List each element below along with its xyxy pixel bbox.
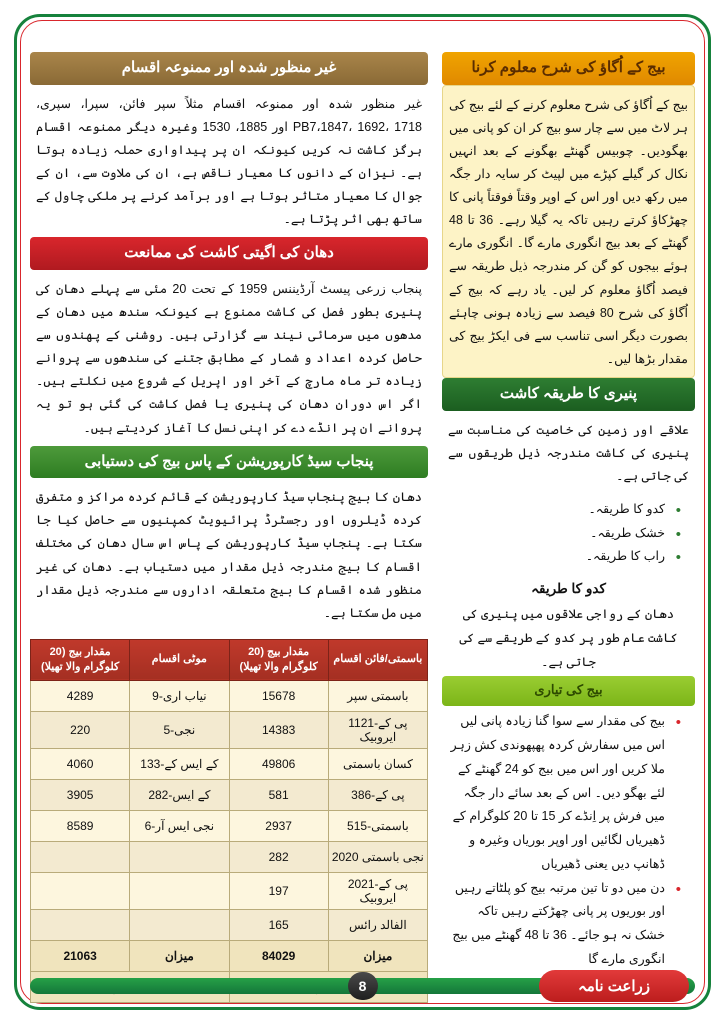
cell-fine-qty: 84029 [229,940,328,971]
col-header-fine-varieties: باسمتی/فائن اقسام [328,639,427,680]
cell-fine-variety: باسمتی سپر [328,680,427,711]
cell-coarse-qty: 8589 [31,810,130,841]
cell-fine-qty: 197 [229,872,328,909]
table-row [31,810,428,841]
cell-coarse-qty: 4289 [31,680,130,711]
cell-fine-qty: 581 [229,779,328,810]
cell-coarse-variety: میزان [130,940,229,971]
cell-coarse-variety: نجی ایس آر-6 [130,810,229,841]
cell-fine-qty: 15678 [229,680,328,711]
list-item: • دن میں دو تا تین مرتبہ بیج کو پلٹاتے رہیں اور بوریوں پر پانی چھڑکتے رہیں تاکہ خشک نہ ہو جائے۔ 36 تا 48 گھنٹے میں بیج انگوری مارے گا [446,877,681,972]
cell-coarse-qty: 3905 [31,779,130,810]
cell-coarse-qty [31,909,130,940]
cell-fine-variety: نجی باسمتی 2020 [328,841,427,872]
cell-fine-variety: پی کے-1121 ایروبیک [328,711,427,748]
cell-coarse-qty [31,872,130,909]
cell-coarse-qty: 4060 [31,748,130,779]
page-number: 8 [348,972,378,1000]
cell-fine-variety: باسمتی-515 [328,810,427,841]
heading-seed-availability: پنجاب سیڈ کارپوریشن کے پاس بیج کی دستیابی [30,446,428,479]
heading-prohibited-varieties: غیر منظور شدہ اور ممنوعہ اقسام [30,52,428,85]
cell-coarse-qty: 21063 [31,940,130,971]
table-row [31,909,428,940]
table-header-row [31,639,428,680]
cell-coarse-variety: کے ایس کے-133 [130,748,229,779]
list-item: • راب کا طریقہ۔ [446,545,681,569]
cell-fine-qty: 165 [229,909,328,940]
seed-preparation-list [446,710,681,971]
cell-fine-qty: 14383 [229,711,328,748]
cell-fine-qty: 2937 [229,810,328,841]
table-row [31,711,428,748]
heading-germination-rate: بیج کے اُگاؤ کی شرح معلوم کرنا [442,52,695,85]
text-prohibited-varieties: غیر منظور شدہ اور ممنوعہ اقسام مثلاً سپر فائن، سپرا، سپری، PB7،1847، 1692، 1718 اور 1885، 1530 وغیرہ دیگر ممنوعہ اقسام ہرگز کاشت نہ کریں کیونکہ ان پر پیداواری حملہ زیادہ ہوتا ہے۔ نیزان کے دانوں کا معیار ناقص ہے، ان کی ملاوت سے، ان کے جوال کا معیار متاثر ہوتا ہے اور برآمد کرنے پر ملکی چاول کے ساتھ بھی اثر پڑتا ہے۔ [36,96,422,227]
cell-coarse-variety [130,872,229,909]
text-germination-rate: بیج کے اُگاؤ کی شرح معلوم کرنے کے لئے بیج کی ہر لاٹ میں سے چار سو بیج کر ان کو پانی میں بھگودیں۔ چوبیس گھنٹے بھگونے کے بعد انہیں نکال کر گیلے کپڑے میں لپیٹ کر سایہ دار جگہ میں رکھ دیں اور اس کے اوپر وقتاً فوقتاً پانی کا چھڑکاؤ کرتے رہیں تاکہ یہ گیلا رہے۔ 36 تا 48 گھنٹے کے بعد بیج انگوری مارے گا۔ انگوری مارے ہوئے بیجوں کو گن کر مندرجہ ذیل طریقہ سے فیصد اُگاؤ معلوم کر لیں۔ یاد رہے کہ بیج کے اُگاؤ کی شرح 80 فیصد سے زیادہ ہونی چاہئے بصورت دیگر اسی تناسب سے فی ایکڑ بیج کی مقدار بڑھا لیں۔ [442,85,695,379]
left-column [442,52,695,966]
col-header-fine-qty: مقدار بیج (20 کلوگرام والا تھیلا) [229,639,328,680]
heading-nursery-method: پنیری کا طریقہ کاشت [442,378,695,411]
heading-seed-preparation: بیج کی تیاری [442,676,695,706]
table-row-subtotal [31,940,428,971]
cell-fine-qty: 282 [229,841,328,872]
seed-availability-table [30,639,428,1003]
text-kaddu-method: دھان کے رواجی علاقوں میں پنیری کی کاشت عام طور پر کدو کے طریقے سے کی جاتی ہے۔ [459,607,678,669]
page-content [30,52,695,966]
cell-coarse-variety: کے ایس-282 [130,779,229,810]
cell-fine-variety: الفالد رائس [328,909,427,940]
col-header-coarse-varieties: موٹی اقسام [130,639,229,680]
cell-fine-variety: پی کے-2021 ایروبیک [328,872,427,909]
text-seed-availability: دھان کا بیج پنجاب سیڈ کارپوریشن کے قائم کردہ مراکز و متفرق کردہ ڈیلروں اور رجسٹرڈ پرائیویٹ کمپنیوں سے حاصل کیا جا سکتا ہے۔ پنجاب سیڈ کارپوریشن کے پاس اس سال دھان کی مختلف اقسام کا بیج مندرجہ ذیل مقدار میں دستیاب ہے۔ دھان کی غیر منظور شدہ اقسام کا بیج متعلقہ اداروں سے مندرجہ ذیل مقدار میں مل سکتا ہے۔ [36,490,422,620]
cell-coarse-variety [130,841,229,872]
text-early-cultivation-ban: پنجاب زرعی پیسٹ آرڈیننس 1959 کے تحت 20 مئی سے پہلے دھان کی پنیری بطور فصل کی کاشت ممنوع ہے کیونکہ سندھ میں دھان کے مدھوں میں سرمائی نیند سے گزارتی ہیں۔ روشنی کے پھندوں سے حاصل کردہ اعداد و شمار کے مطابق جتنے کی سندھوں سے پروانے زیادہ تر ماہ مارچ کے آخر اور اپریل کے شروع میں نکلتے ہیں۔ اگر اس دوران دھان کی پنیری یا فصل کاشت کی گئی ہو تو یہ پروانے ان پر انڈے دے کر اپنی نسل کا آغاز کردیتے ہیں۔ [36,281,422,435]
cell-fine-variety: کسان باسمتی [328,748,427,779]
subheading-kaddu-method: کدو کا طریقہ [531,581,606,597]
cell-coarse-qty [31,841,130,872]
cell-coarse-variety [130,909,229,940]
list-item: • کدو کا طریقہ۔ [446,498,681,522]
nursery-method-list [446,498,681,569]
table-row [31,872,428,909]
table-row [31,680,428,711]
cell-coarse-qty: 220 [31,711,130,748]
cell-coarse-variety: نجی-5 [130,711,229,748]
footer-brand: زراعت نامہ [539,970,689,1002]
table-row [31,748,428,779]
text-nursery-method: علاقے اور زمین کی خاصیت کی مناسبت سے پنیری کی کاشت مندرجہ ذیل طریقوں سے کی جاتی ہے۔ [448,422,689,483]
cell-fine-variety: پی کے-386 [328,779,427,810]
heading-early-cultivation-ban: دھان کی اگیتی کاشت کی ممانعت [30,237,428,270]
list-item: • بیج کی مقدار سے سوا گنا زیادہ پانی لیں اس میں سفارش کردہ پھپھوندی کش زہر ملا کریں اور اس میں بیج کو 24 گھنٹے کے لئے بھگو دیں۔ اس کے بعد سائے دار جگہ میں فرش پر اِنڈے کر 15 تا 20 کلوگرام کے ڈھیریاں لگائیں اور اوپر بوریاں وغیرہ و ڈھانپ دیں یعنی ڈھیریاں [446,710,681,876]
cell-coarse-variety: نیاب اری-9 [130,680,229,711]
page-footer [30,970,695,1004]
col-header-coarse-qty: مقدار بیج (20 کلوگرام والا تھیلا) [31,639,130,680]
right-column [30,52,428,962]
table-body [31,680,428,1002]
table-row [31,779,428,810]
cell-fine-qty: 49806 [229,748,328,779]
table-row [31,841,428,872]
list-item: • خشک طریقہ۔ [446,522,681,546]
cell-fine-variety: میزان [328,940,427,971]
